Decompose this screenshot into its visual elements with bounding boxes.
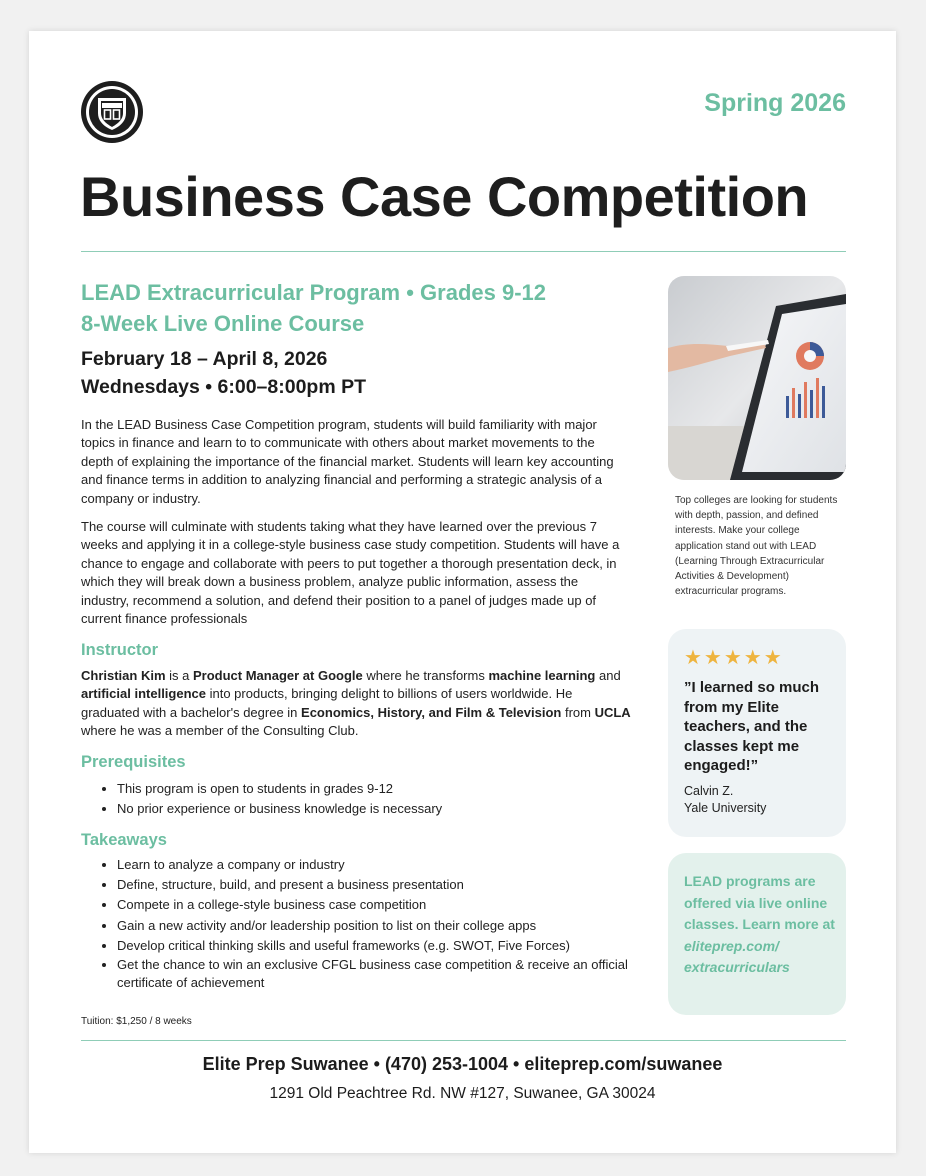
instructor-name: Christian Kim [81,668,166,683]
testimonial-author [684,783,766,817]
tablet-chart-photo [668,276,846,480]
bio-text: and [595,668,621,683]
bio-text: into products, bringing delight to billions of users worldwide. He graduated with a bachelor's degree in [81,686,573,720]
program-line: LEAD Extracurricular Program • Grades 9-12 [81,280,546,305]
author-name: Calvin Z. [684,784,734,798]
bio-keyword: machine learning [488,668,596,683]
list-item: • Gain a new activity and/or leadership position to list on their college apps [117,916,677,936]
bio-text: from [561,704,595,720]
instructor-role: Product Manager at Google [192,668,363,683]
promo-link[interactable]: eliteprep.com/ extracurriculars [684,937,790,975]
flyer-page [29,31,896,1153]
description-paragraph-1: In the LEAD Business Case Competition program, students will build familiarity with major topics in finance and learn to to communicate with others about market movements to the depth of explaining the importance of the financial market. Students will learn key accounting and finance terms in addition to analyzing financial and performing a strategic analysis of a company or industry. [81,417,614,506]
crest-shield-icon [81,81,143,143]
rating-stars: ★★★★★ [684,647,784,669]
footer-divider [81,1040,846,1041]
list-item: • No prior experience or business knowledge is necessary [117,799,677,819]
divider [81,251,846,252]
list-item: • Get the chance to win an exclusive CFGL business case competition & receive an official certificate of achievement [117,956,677,992]
list-item: • Compete in a college-style business case competition [117,895,677,915]
instructor-heading: Instructor [81,641,159,659]
takeaways-list [81,855,677,992]
promo-text [684,871,839,979]
instructor-degree: Economics, History, and Film & Television [301,704,562,720]
program-subtitle [81,277,546,339]
promo-copy: LEAD programs are offered via live online classes. Learn more at [684,873,835,932]
list-item: • Learn to analyze a company or industry [117,855,677,875]
takeaways-heading: Takeaways [81,831,167,849]
bio-text: where he was a member of the Consulting Club. [81,723,359,739]
bio-text: where he transforms [362,668,489,683]
instructor-school: UCLA [594,704,631,720]
list-item: • Define, structure, build, and present a business presentation [117,875,677,895]
instructor-bio [81,667,633,741]
footer-address: 1291 Old Peachtree Rd. NW #127, Suwanee, GA 30024 [269,1085,656,1102]
list-item: • Develop critical thinking skills and useful frameworks (e.g. SWOT, Five Forces) [117,936,677,956]
schedule-block [81,345,366,401]
prerequisites-heading: Prerequisites [81,753,186,771]
footer-contact: Elite Prep Suwanee • (470) 253-1004 • eliteprep.com/suwanee [202,1054,723,1074]
bio-keyword: artificial intelligence [81,686,206,702]
description-paragraph-2: The course will culminate with students taking what they have learned over the previous 7 weeks and applying it in a college-style business case study competition. Students will have a chance to engage and collaborate with peers to put together a thorough presentation deck, in which they will break down a business problem, analyze public information, assess the industry, recommend a solution, and defend their position to a panel of judges made up of current finance professionals [81,519,620,627]
course-line: 8-Week Live Online Course [81,311,365,336]
weekly-schedule: Wednesdays • 6:00–8:00pm PT [81,376,367,398]
tuition-note: Tuition: $1,250 / 8 weeks [81,1016,192,1027]
testimonial-quote: ”I learned so much from my Elite teachers, and the classes kept me engaged!” [684,679,820,775]
bio-text: is a [165,668,193,683]
list-item: • This program is open to students in grades 9-12 [117,779,677,799]
author-school: Yale University [684,801,767,815]
photo-caption: Top colleges are looking for students with depth, passion, and defined interests. Make your college application stand out with LEAD (Learning Through Extracurricular Activities & Development) extracurricular programs. [675,495,838,598]
page-title: Business Case Competition [80,165,809,228]
season-label: Spring 2026 [704,89,846,117]
date-range: February 18 – April 8, 2026 [81,348,328,370]
prerequisites-list [81,779,677,819]
